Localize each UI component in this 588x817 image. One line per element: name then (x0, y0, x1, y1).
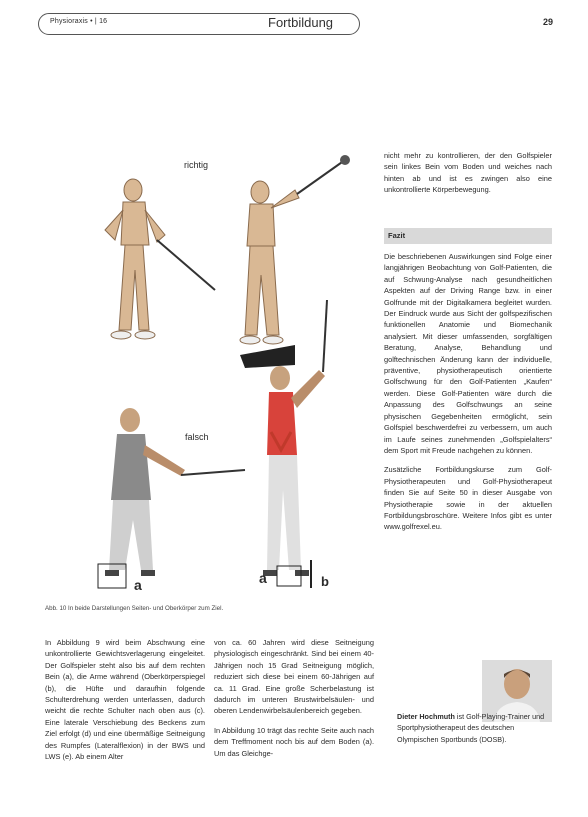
fazit-heading-bar (384, 228, 552, 244)
marker-b: b (321, 574, 329, 589)
golf-club-photo-right (323, 300, 327, 372)
skeleton-golfer-right (240, 181, 299, 344)
photo-golfer-left (105, 408, 185, 576)
figure-caption: Abb. 10 In beide Darstellungen Seiten- und Oberkörper zum Ziel. (45, 605, 224, 612)
fazit-paragraph-2: Zusätzliche Fortbildungskurse zum Golf-Physiotherapeuten und Golf-Physiotherapeut finden Sie auf Seite 50 in dieser Ausgabe von Physiotherapie sowie in der aktuellen Fortbildungsbroschüre. Weitere Infos gibt es unter www.golfrexel.eu. (384, 465, 552, 532)
body-left-text: In Abbildung 9 wird beim Abschwung eine unkontrollierte Gewichtsverlagerung eingeleitet. Der Golfspieler steht also bis auf dem rechten Bein (a), die Arme während (Oberkörperspiegel (b), die Hüfte und daraufhin folgende Schulterdrehung werden unterlassen, dadurch weicht die rechte Schulter nach oben aus (c). Eine laterale Verschiebung des Beckens zum Ziel erfolgt (d) und eine übermäßige Seitneigung des Rumpfes (Lateralflexion) in der BWS und LWS (e). Ab einem Alter (45, 638, 205, 762)
label-wrong: falsch (185, 432, 209, 442)
intro-paragraph (384, 150, 552, 196)
body-column-middle (214, 637, 374, 759)
marker-a-left: a (134, 577, 142, 593)
club-head (340, 155, 350, 165)
golf-club-photo-left (181, 470, 245, 475)
intro-text: nicht mehr zu kontrollieren, der den Golfspieler sein linkes Bein vom Boden und weiches nach hinten ab und ist es zwingen also eine unkontrollierte Körperbewegung. (384, 151, 552, 195)
body-column-left (45, 637, 205, 762)
skeleton-golfer-left (105, 179, 165, 339)
page-number: 29 (543, 17, 554, 27)
author-name: Dieter Hochmuth (397, 712, 455, 721)
golf-swing-figure (45, 150, 373, 594)
fazit-text (384, 251, 552, 533)
photo-golfer-right (263, 366, 325, 576)
author-description: ist Golf-Playing-Trainer und Sportphysiotherapeut des deutschen Olympischen Sportbunds (DOSB). (397, 712, 545, 744)
fazit-heading: Fazit (388, 231, 406, 240)
author-bio (397, 711, 555, 745)
marker-a-right: a (259, 570, 267, 586)
body-mid-paragraph-1: von ca. 60 Jahren wird diese Seitneigung physiologisch eingeschränkt. Sind bei einem 40-Jährigen noch 15 Grad Seitneigung möglich, reduziert sich diese bei einem 60-Jährigen auf ca. 11 Grad. Eine große Scherbelastung ist dadurch im unteren Brustwirbelsäulen- und oberen Lendenwirbelsäulenbereich gegeben. (214, 638, 374, 716)
label-correct: richtig (184, 160, 209, 170)
body-mid-paragraph-2: In Abbildung 10 trägt das rechte Seite auch nach dem Treffmoment noch bis auf dem Boden (a). Um das Gleichge- (214, 725, 374, 758)
golf-swing-illustration (45, 150, 373, 594)
shadow-wedge (240, 345, 295, 368)
golf-club-right (297, 160, 345, 194)
fazit-paragraph-1: Die beschriebenen Auswirkungen sind Folge einer langjährigen Beobachtung von Golf-Patienten, die auf Schwung-Analyse nach gesundheitlichen Aspekten auf der Driving Range bzw. in einer Golfrunde mit der Digitalkamera begleitet wurden. Der Eindruck wurde aus Sicht der golfspezifischen funktionellen Anatomie und Biomechanik analysiert. Mit dieser umfassenden, sorgfältigen Beratung, Analyse, Behandlung und golftechnischen Änderung kann der individuelle, präventive, physiotherapeutisch orientierte Golfschwung für den Golf-Patienten „Kaufen“ werden. Diese Golf-Patienten wäre durch die Anpassung des Golfschwungs an seine physischen Gegebenheiten ermöglicht, sein Golfspiel beschwerdefrei zu verbessern, um auch im Laufe seines zunehmenden „Golfspielalters“ dem Sport mit Freude nachgehen zu können. (384, 252, 552, 455)
golf-club-left (157, 240, 215, 290)
journal-reference: Physioraxis • | 16 (50, 18, 108, 25)
section-title: Fortbildung (268, 15, 334, 30)
